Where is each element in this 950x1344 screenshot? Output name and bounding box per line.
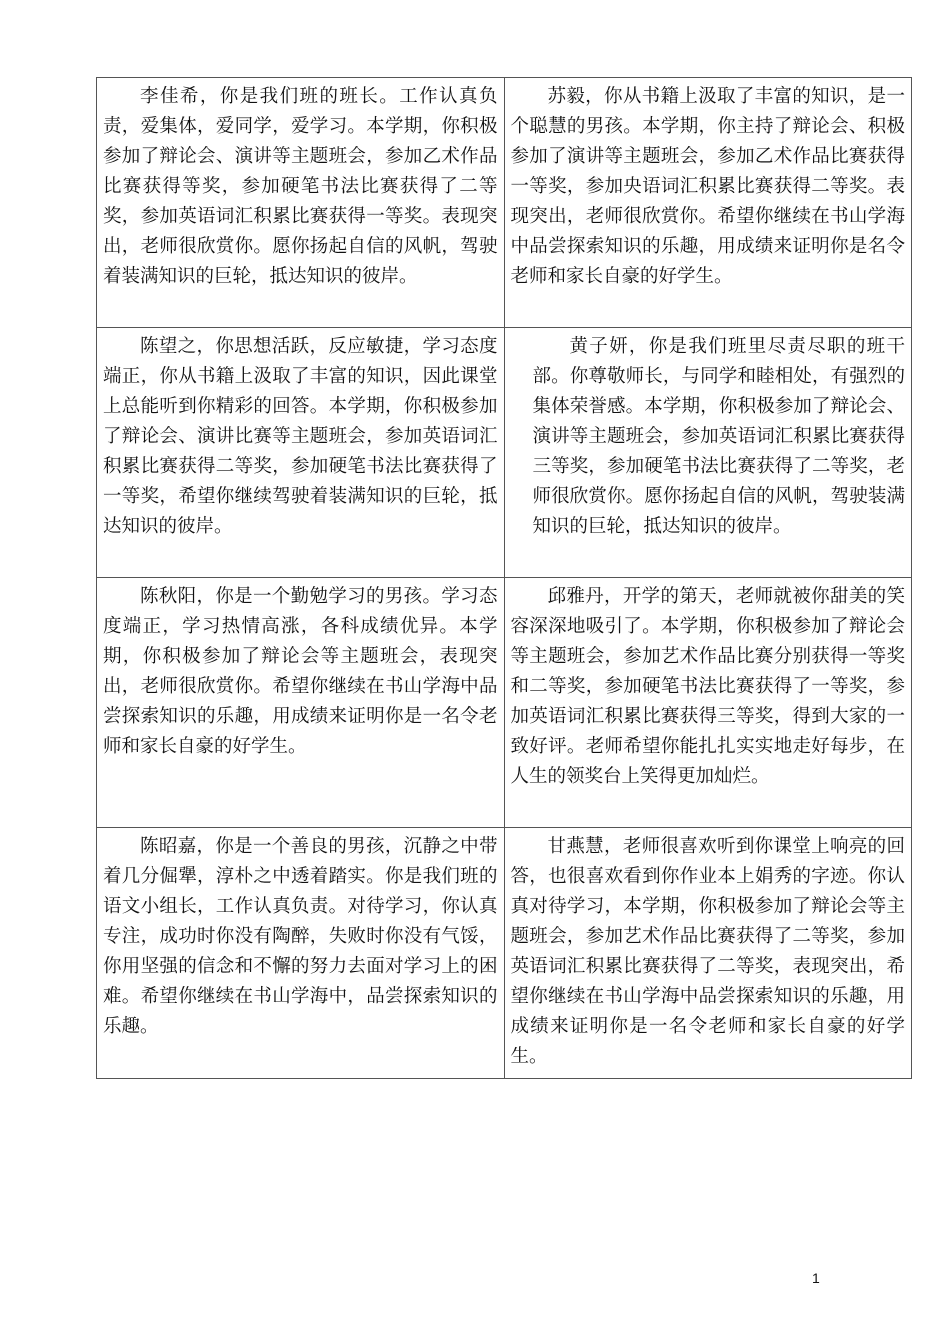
page-number: 1	[812, 1270, 820, 1286]
comment-cell: 陈望之，你思想活跃，反应敏捷，学习态度端正，你从书籍上汲取了丰富的知识，因此课堂上总能听到你精彩的回答。本学期，你积极参加了辩论会、演讲比赛等主题班会，参加英语词汇积累比赛获得二等奖，参加硬笔书法比赛获得了一等奖，希望你继续驾驶着装满知识的巨轮，抵达知识的彼岸。	[97, 328, 505, 578]
table-row	[97, 78, 912, 328]
comment-cell: 陈昭嘉，你是一个善良的男孩，沉静之中带着几分倔犟，淳朴之中透着踏实。你是我们班的语文小组长，工作认真负责。对待学习，你认真专注，成功时你没有陶醉，失败时你没有气馁，你用坚强的信念和不懈的努力去面对学习上的困难。希望你继续在书山学海中，品尝探索知识的乐趣。	[97, 828, 505, 1079]
comment-cell: 甘燕慧，老师很喜欢听到你课堂上响亮的回答，也很喜欢看到你作业本上娟秀的字迹。你认真对待学习，本学期，你积极参加了辩论会等主题班会，参加艺术作品比赛获得了二等奖，参加英语词汇积累比赛获得了二等奖，表现突出，希望你继续在书山学海中品尝探索知识的乐趣，用成绩来证明你是一名令老师和家长自豪的好学生。	[504, 828, 912, 1079]
comment-cell: 陈秋阳，你是一个勤勉学习的男孩。学习态度端正，学习热情高涨，各科成绩优异。本学期，你积极参加了辩论会等主题班会，表现突出，老师很欣赏你。希望你继续在书山学海中品尝探索知识的乐趣，用成绩来证明你是一名令老师和家长自豪的好学生。	[97, 578, 505, 828]
table-row	[97, 828, 912, 1079]
comment-cell: 李佳希，你是我们班的班长。工作认真负责，爱集体，爱同学，爱学习。本学期，你积极参加了辩论会、演讲等主题班会，参加乙术作品比赛获得等奖，参加硬笔书法比赛获得了二等奖，参加英语词汇积累比赛获得一等奖。表现突出，老师很欣赏你。愿你扬起自信的风帆，驾驶着装满知识的巨轮，抵达知识的彼岸。	[97, 78, 505, 328]
comment-cell: 黄子妍，你是我们班里尽责尽职的班干部。你尊敬师长，与同学和睦相处，有强烈的集体荣誉感。本学期，你积极参加了辩论会、演讲等主题班会，参加英语词汇积累比赛获得三等奖，参加硬笔书法比赛获得了二等奖，老师很欣赏你。愿你扬起自信的风帆，驾驶装满知识的巨轮，抵达知识的彼岸。	[504, 328, 912, 578]
comment-cell: 邱雅丹，开学的第天，老师就被你甜美的笑容深深地吸引了。本学期，你积极参加了辩论会等主题班会，参加艺术作品比赛分别获得一等奖和二等奖，参加硬笔书法比赛获得了一等奖，参加英语词汇积累比赛获得三等奖，得到大家的一致好评。老师希望你能扎扎实实地走好每步，在人生的领奖台上笑得更加灿烂。	[504, 578, 912, 828]
comment-table	[96, 77, 912, 1079]
comment-cell: 苏毅，你从书籍上汲取了丰富的知识，是一个聪慧的男孩。本学期，你主持了辩论会、积极参加了演讲等主题班会，参加乙术作品比赛获得一等奖，参加央语词汇积累比赛获得二等奖。表现突出，老师很欣赏你。希望你继续在书山学海中品尝探索知识的乐趣，用成绩来证明你是名令老师和家长自豪的好学生。	[504, 78, 912, 328]
table-row	[97, 578, 912, 828]
table-row	[97, 328, 912, 578]
